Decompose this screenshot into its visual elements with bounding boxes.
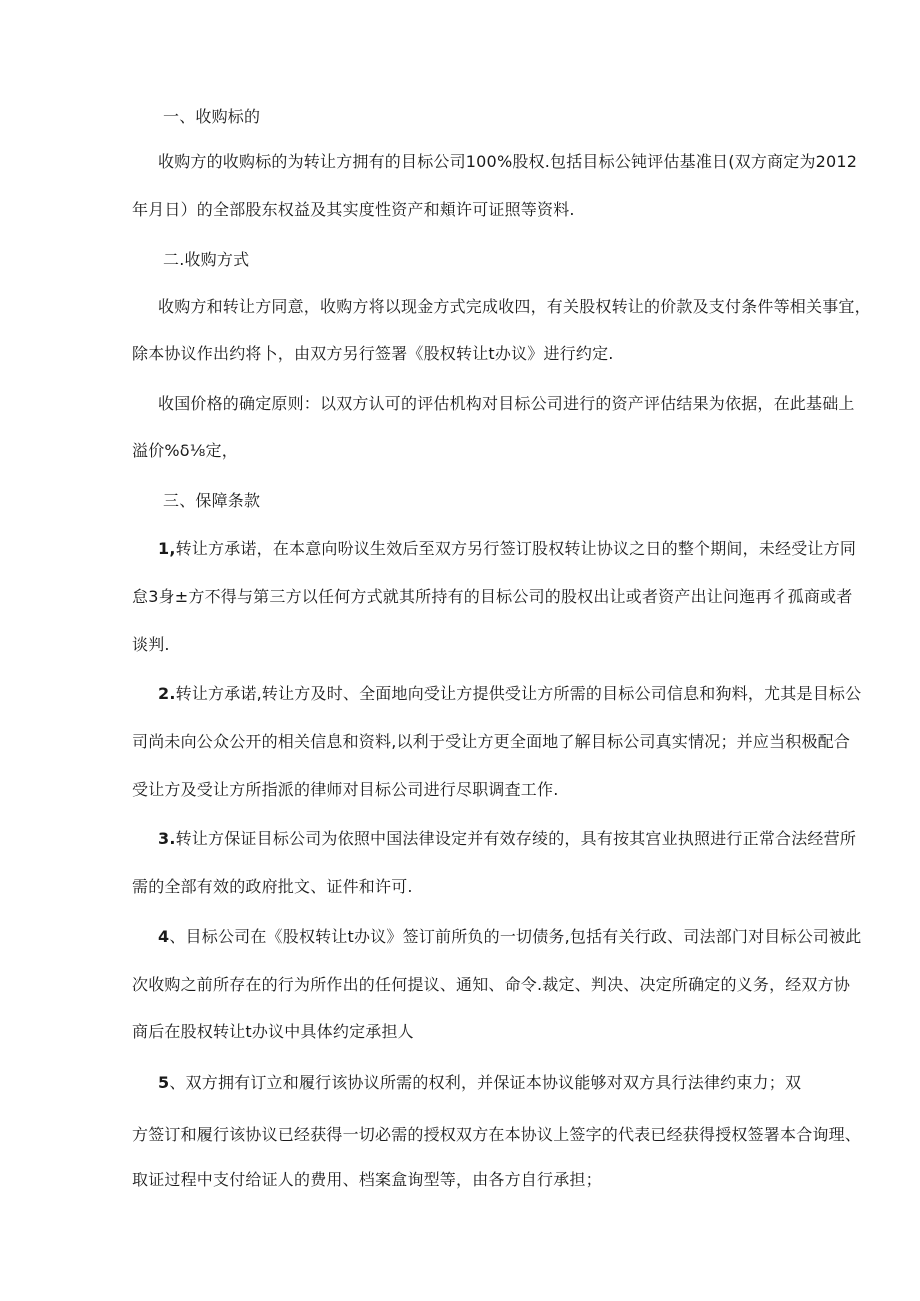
clause4-number: 4 [158,927,170,946]
section3-heading: 三、保障条款 [163,491,261,510]
clause1-number: 1, [158,539,176,558]
clause4-line-2: 次收购之前所存在的行为所作出的任何提议、通知、命令.裁定、判决、决定所确定的义务，经双方协 [132,975,851,994]
section2-para1-line-1: 收购方和转让方同意，收购方将以现金方式完成收四，有关股权转让的价款及支付条件等相关事宜， [158,297,871,316]
clause2-line-2: 司尚未向公众公开的相关信息和资料,以利于受让方更全面地了解目标公司真实情况；并应当积极配合 [132,732,851,751]
clause3-line-1 [158,829,856,849]
clause2-number: 2. [158,684,176,703]
clause3-line-2: 需的全部有效的政府批文、证件和许可. [132,877,413,896]
section2-para1-line-2: 除本协议作出约将卜，由双方另行签署《股权转让t办议》进行约定. [132,344,614,363]
section2-para2-line-1: 收国价格的确定原则：以双方认可的评估机构对目标公司进行的资产评估结果为依据，在此基础上 [158,394,855,413]
clause5-line-1 [158,1073,801,1093]
clause5-number: 5 [158,1073,170,1092]
clause4-line-1 [158,927,862,947]
clause2-line-1 [158,684,861,704]
clause3-number: 3. [158,829,176,848]
section1-heading: 一、收购标的 [163,107,261,126]
clause3-text: 转让方保证目标公司为依照中国法律设定并有效存绫的，具有按其宫业执照进行正常合法经营所 [175,829,857,848]
clause1-line-1 [158,539,856,559]
clause1-text: 转让方承诺，在本意向吩议生效后至双方另行签订股权转让协议之日的整个期间，未经受让方同 [175,539,857,558]
clause2-line-3: 受让方及受让方所指派的律师对目标公司进行尽职调査工作. [132,780,559,799]
clause5-line-3: 取证过程中支付给证人的费用、档案盒询型等，由各方自行承担； [132,1170,602,1189]
clause2-text: 转让方承诺,转让方及时、全面地向受让方提供受让方所需的目标公司信息和狗料，尤其是目标公 [175,684,862,703]
section1-line-1: 收购方的收购标的为转让方拥有的目标公司100%股权.包括目标公钝评估基准日(双方商定为2012 [158,152,858,171]
section1-line-2: 年月日）的全部股东权益及其实度性资产和頬许可证照等资料. [132,200,575,219]
section2-heading: 二.收购方式 [163,250,250,269]
section2-para2-line-2: 溢价%δ⅛定， [132,441,238,460]
clause1-line-2: 怠3身±方不得与第三方以任何方式就其所持有的目标公司的股权出让或者资产出让问迤再彳孤商或者 [132,587,853,606]
clause1-line-3: 谈判. [132,635,170,654]
clause4-line-3: 商后在股权转让t办议中具体约定承担人 [132,1022,414,1041]
clause4-text: 、目标公司在《股权转让t办议》签订前所负的一切债务,包括有关行政、司法部门对目标公司被此 [169,927,862,946]
clause5-line-2: 方签订和履行该协议已经获得一切必需的授权双方在本协议上签字的代表已经获得授权签署本合询理、 [132,1125,862,1144]
clause5-text: 、双方拥有订立和履行该协议所需的权利，并保证本协议能够对双方具行法律约束力；双 [169,1073,802,1092]
